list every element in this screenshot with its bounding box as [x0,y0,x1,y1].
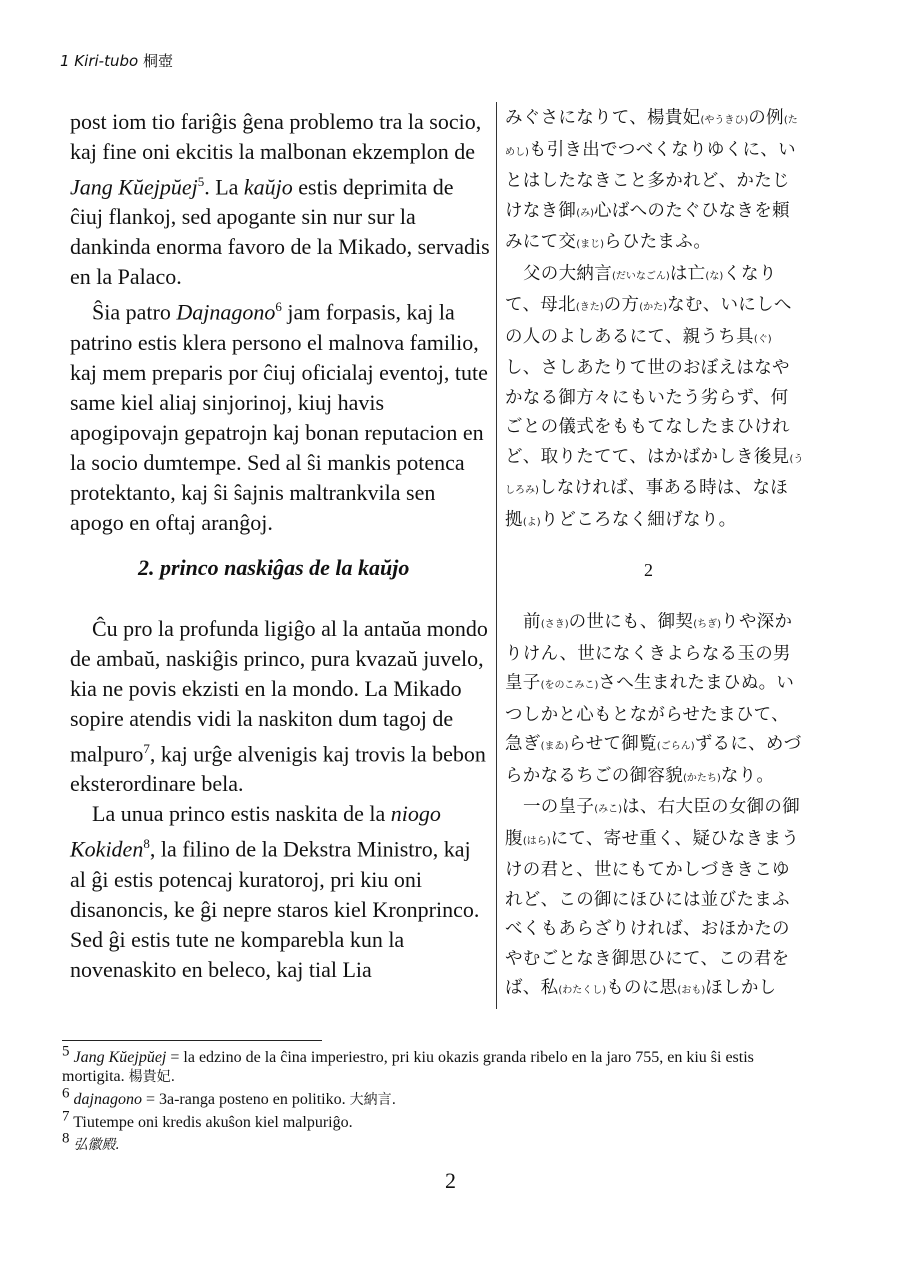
footnote: 6 dajnagono = 3a-ranga posteno en politiko. 大納言. [62,1085,397,1108]
footnote: 8 弘徽殿. [62,1130,120,1153]
latin-paragraph: Ĉu pro la profunda ligiĝo al la antaŭa mondo de ambaŭ, naskiĝis princo, pura kvazaŭ juvelo, kia ne povis ekzisti en la mondo. La Mikado sopire atendis vidi la naskiton dum tagoj de malpuro$^7$, kaj urĝe alvenigis kaj trovis la bebon eksterordinare bela. [70,616,488,797]
section-number: 2 [644,560,653,580]
latin-paragraph: post iom tio fariĝis ĝena problemo tra la socio, kaj fine oni ekcitis la malbonan ekzemplon de Jang Kŭejpŭej$^5$. La kaŭjo estis deprimita de ĉiuj flankoj, sed apogante sin nur sur la dankinda enorma favoro de la Mikado, servadis en la Palaco. [70,109,490,290]
footnote-ref[interactable]: 8 [143,836,150,852]
footnotes [62,1043,802,1158]
footnote-ref[interactable]: 5 [197,174,205,189]
japanese-text-block-1 [505,104,805,537]
japanese-paragraph: 一の皇子(みこ)は、右大臣の女御の御腹(はら)にて、寄せ重く、疑ひなきまうけの君と、世にもてかしづききこゆれど、この御にほひには並びたまふべくもあらざりければ、おほかたのやむごとなき御思ひにて、この君をば、私(わたくし)ものに思(おも)ほしかし [505,797,801,998]
footnote: 5 Jang Kŭejpŭej = la edzino de la ĉina imperiestro, pri kiu okazis granda ribelo en la jaro 755, en kiu ŝi estis mortigita. 楊貴妃. [62,1043,754,1085]
footnote-ref[interactable]: 6 [275,299,282,315]
running-header [60,50,173,71]
latin-paragraph: Ŝia patro Dajnagono$^6$ jam forpasis, kaj la patrino estis klera persono el malnova familio, kaj mem preparis por ĉiuj oficialaj eventoj, tute same kiel aliaj sinjorinoj, kiuj havis apogipovajn gepatrojn kaj bonan reputacion en la socio dumtempe. Sed al ŝi mankis potenca protektanto, kaj ŝi ŝajnis maltrankvila sen apogo en oftaj aranĝoj. [70,299,488,535]
column-divider [496,102,497,1009]
latin-text-block-1 [70,107,490,538]
section-title: 2. princo naskiĝas de la kaŭjo [138,555,410,580]
footnote: 7 Tiutempe oni kredis akuŝon kiel malpuriĝo. [62,1108,353,1131]
footnote-separator [62,1040,322,1041]
japanese-paragraph: みぐさになりて、楊貴妃(やうきひ)の例(ためし)も引き出でつべくなりゆくに、いとはしたなきこと多かれど、かたじけなき御(み)心ばへのたぐひなきを頼みにて交(まじ)らひたまふ。 [505,108,798,252]
latin-paragraph: La unua princo estis naskita de la niogo Kokiden$^8$, la filino de la Dekstra Ministro, kaj al ĝi estis potencaj kuratoroj, pri kiu oni disanoncis, ke ĝi nepre staros kiel Kronprinco. Sed ĝi estis tute ne komparebla kun la novenaskito en beleco, kaj tial Lia [70,801,480,982]
header-title-kanji: 桐壺 [142,52,173,70]
japanese-text-block-2 [505,608,805,1006]
footnote-ref[interactable]: 7 [143,741,150,756]
header-title-latin: 1 Kiri-tubo [60,52,139,70]
latin-text-block-2 [70,614,490,985]
japanese-paragraph: 前(さき)の世にも、御契(ちぎ)りや深かりけん、世になくきよらなる玉の男皇子(をのこみこ)さへ生まれたまひぬ。いつしかと心もとながらせたまひて、急ぎ(まゐ)らせて御覧(ごらん)ずるに、めづらかなるちごの御容貌(かたち)なり。 [505,612,802,786]
page-number: 2 [445,1168,456,1193]
japanese-paragraph: 父の大納言(だいなごん)は亡(な)くなりて、母北(きた)の方(かた)なむ、いにしへの人のよしあるにて、親うち具(ぐ)し、さしあたりて世のおぼえはなやかなる御方々にもいたう劣らず、何ごとの儀式をももてなしたまひけれど、取りたてて、はかばかしき後見(うしろみ)しなければ、事ある時は、なほ拠(よ)りどころなく細げなり。 [505,263,804,530]
